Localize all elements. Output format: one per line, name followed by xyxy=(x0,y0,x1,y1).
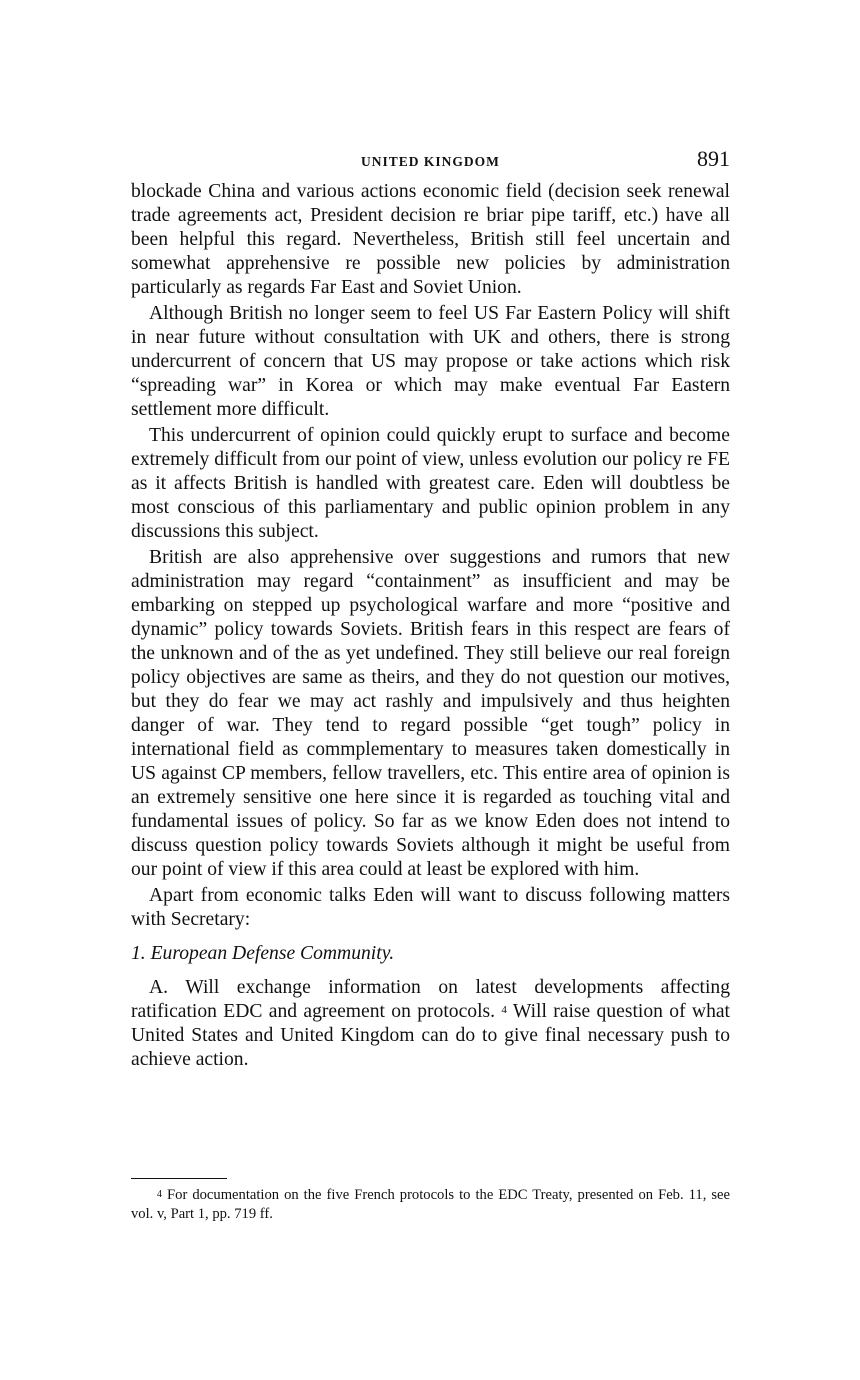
running-head xyxy=(131,140,730,180)
body-text xyxy=(131,180,730,1072)
paragraph: British are also apprehensive over suggestions and rumors that new administration may regard “containment” as insufficient and may be embarking on stepped up psychological warfare and more “positive and dynamic” policy towards Soviets. British fears in this respect are fears of the unknown and of the as yet undefined. They still believe our real foreign policy objectives are same as theirs, and they do not question our motives, but they do fear we may act rashly and impulsively and thus heighten danger of war. They tend to regard possible “get tough” policy in international field as commplementary to measures taken domestically in US against CP members, fellow travellers, etc. This entire area of opinion is an extremely sensitive one here since it is regarded as touching vital and fundamental issues of policy. So far as we know Eden does not intend to discuss question policy towards Soviets although it might be useful from our point of view if this area could at least be explored with him. xyxy=(131,547,730,880)
paragraph: Apart from economic talks Eden will want to discuss following matters with Secretary: xyxy=(131,885,730,930)
footnote-marker: 4 xyxy=(157,1189,162,1200)
section-paragraph-text-before: A. Will exchange information on latest developments affecting ratification EDC and agreement on protocols. xyxy=(131,977,730,1022)
running-title: UNITED KINGDOM xyxy=(361,154,500,169)
paragraph: This undercurrent of opinion could quickly erupt to surface and become extremely difficult from our point of view, unless evolution our policy re FE as it affects British is handled with greatest care. Eden will doubtless be most conscious of this parliamentary and public opinion problem in any discussions this subject. xyxy=(131,425,730,542)
paragraph: Although British no longer seem to feel US Far Eastern Policy will shift in near future without consultation with UK and others, there is strong undercurrent of concern that US may propose or take actions which risk “spreading war” in Korea or which may make eventual Far Eastern settlement more difficult. xyxy=(131,303,730,420)
section-paragraph xyxy=(131,976,730,1072)
footnote xyxy=(131,1186,730,1224)
section-heading: 1. European Defense Community. xyxy=(131,943,395,964)
footnote-text: For documentation on the five French protocols to the EDC Treaty, presented on Feb. 11, see vol. v, Part 1, pp. 719 ff. xyxy=(131,1187,731,1222)
page-number: 891 xyxy=(697,146,730,171)
page-content xyxy=(131,140,730,1072)
footnote-reference: 4 xyxy=(501,1004,507,1016)
section-paragraph-text-after: Will raise question of what United States and United Kingdom can do to give final necessary push to achieve action. xyxy=(131,1001,731,1070)
paragraph-continued: blockade China and various actions economic field (decision seek renewal trade agreements act, President decision re briar pipe tariff, etc.) have all been helpful this regard. Nevertheless, British still feel uncertain and somewhat apprehensive re possible new policies by administration particularly as regards Far East and Soviet Union. xyxy=(131,181,730,298)
footnote-rule xyxy=(131,1178,227,1179)
